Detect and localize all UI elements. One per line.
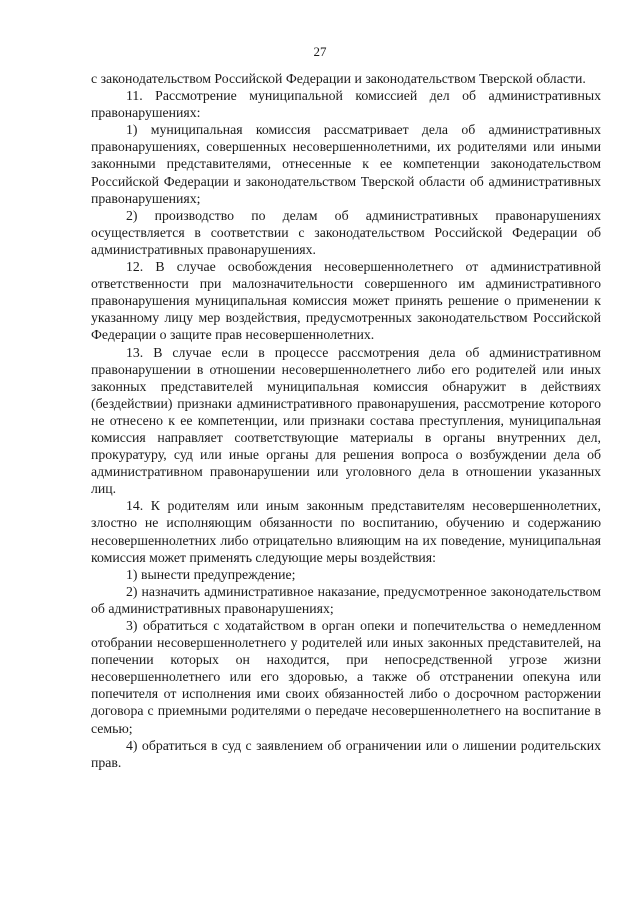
paragraph-section-14-item-4: 4) обратиться в суд с заявлением об ограничении или о лишении родительских прав.: [91, 737, 601, 770]
paragraph-continuation: с законодательством Российской Федерации и законодательством Тверской области.: [91, 71, 586, 86]
paragraph-section-11-item-2: 2) производство по делам об административных правонарушениях осуществляется в соответствии с законодательством Российской Федерации об административных правонарушениях.: [91, 207, 601, 257]
paragraph-section-13: 13. В случае если в процессе рассмотрения дела об административном правонарушении в отношении несовершеннолетнего либо его родителей или иных законных представителей муниципальная комиссия обнаружит в действиях (бездействии) признаки административного правонарушения, рассмотрение которого не отнесено к ее компетенции, или признаки состава преступления, муниципальная комиссия направляет соответствующие материалы в органы внутренних дел, прокуратуру, суд или иные органы для решения вопроса о возбуждении дела об административном правонарушении или уголовного дела в отношении указанных лиц.: [91, 344, 601, 497]
document-body: [91, 70, 601, 771]
paragraph-section-14: 14. К родителям или иным законным представителям несовершеннолетних, злостно не исполняющим обязанности по воспитанию, обучению и содержанию несовершеннолетних либо отрицательно влияющим на их поведение, муниципальная комиссия может применять следующие меры воздействия:: [91, 498, 601, 565]
paragraph-section-11-item-1: 1) муниципальная комиссия рассматривает дела об административных правонарушениях, совершенных несовершеннолетними, их родителями или иными законными представителями, отнесенные к ее компетенции законодательством Российской Федерации и законодательством Тверской области об административных правонарушениях;: [91, 122, 601, 206]
paragraph-section-11: 11. Рассмотрение муниципальной комиссией дел об административных правонарушениях:: [91, 88, 601, 121]
paragraph-section-14-item-3: 3) обратиться с ходатайством в орган опеки и попечительства о немедленном отобрании несовершеннолетнего у родителей или иных законных представителей, на попечении которых он находится, при непосредственной угрозе жизни несовершеннолетнего или его здоровью, а также об отстранении опекуна или попечителя от исполнения ими своих обязанностей либо о досрочном расторжении договора с приемными родителями о передаче несовершеннолетнего на воспитание в семью;: [91, 618, 601, 736]
page-number: 27: [313, 44, 327, 59]
paragraph-section-14-item-2: 2) назначить административное наказание, предусмотренное законодательством об административных правонарушениях;: [91, 583, 601, 616]
paragraph-section-14-item-1: 1) вынести предупреждение;: [126, 566, 296, 582]
paragraph-section-12: 12. В случае освобождения несовершеннолетнего от административной ответственности при малозначительности совершенного им административного правонарушения муниципальная комиссия может принять решение о применении к указанному лицу мер воздействия, предусмотренных законодательством Российской Федерации о защите прав несовершеннолетних.: [91, 259, 601, 343]
